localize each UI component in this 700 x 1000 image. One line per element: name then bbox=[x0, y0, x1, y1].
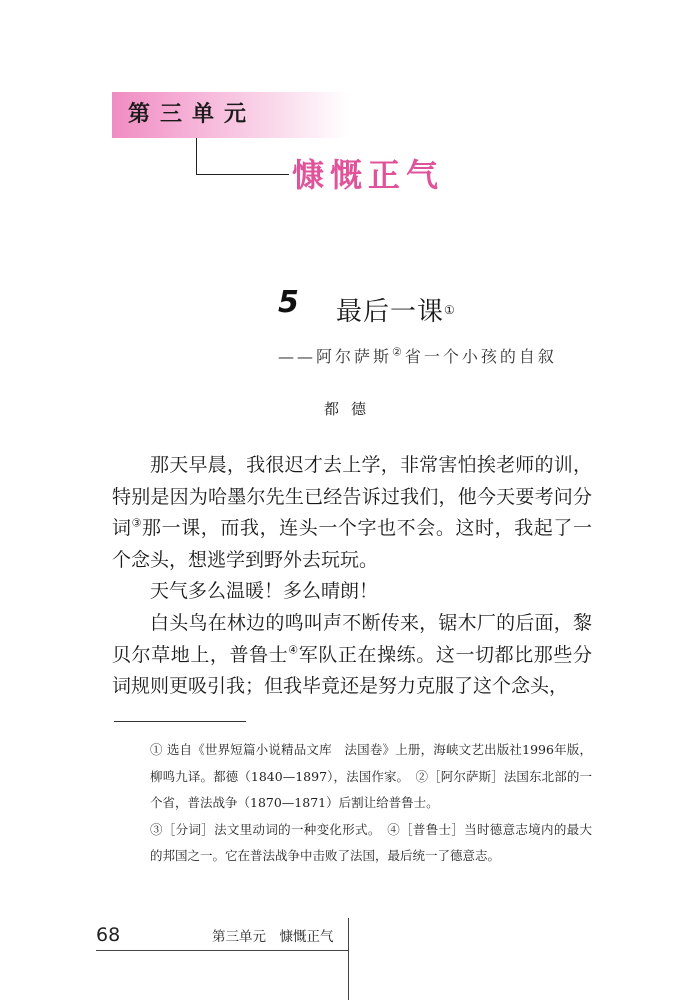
lesson-subtitle bbox=[278, 344, 557, 367]
paragraph bbox=[112, 608, 592, 703]
page-number: 68 bbox=[96, 924, 121, 946]
subtitle-text-b: 省一个小孩的自叙 bbox=[404, 347, 557, 366]
footnotes bbox=[150, 737, 592, 870]
paragraph: 天气多么温暖！多么晴朗！ bbox=[150, 580, 379, 603]
footnote: ① 选自《世界短篇小说精品文库 法国卷》上册，海峡文艺出版社1996年版，柳鸣九译。都德（1840—1897），法国作家。 ②［阿尔萨斯］法国东北部的一个省，普法战争（1870—1871）后割让给普鲁士。 bbox=[150, 742, 592, 810]
author-name: 都德 bbox=[324, 400, 379, 418]
unit-label: 第三单元 bbox=[128, 102, 257, 127]
paragraph-text: 白头鸟在林边的鸣叫声不断传来，锯木厂的后面，黎贝尔草地上，普鲁士 bbox=[112, 611, 592, 666]
footnote-divider bbox=[114, 721, 246, 722]
body-text bbox=[112, 450, 592, 703]
running-head: 第三单元 慷慨正气 bbox=[212, 929, 334, 945]
footer-vertical-rule bbox=[348, 918, 349, 1000]
footnote-marker: ④ bbox=[288, 643, 299, 657]
subtitle-text-a: ——阿尔萨斯 bbox=[278, 347, 393, 366]
paragraph-text: 那一课，而我，连头一个字也不会。这时，我起了一个念头，想逃学到野外去玩玩。 bbox=[112, 517, 592, 571]
footnote-marker: ③ bbox=[131, 516, 143, 530]
paragraph-text: 军队正在操练。这一切都比那些分词规则更吸引我；但我毕竟还是努力克服了这个念头， bbox=[112, 643, 592, 698]
unit-title-connector bbox=[196, 138, 289, 175]
unit-title: 慷慨正气 bbox=[292, 156, 445, 194]
paragraph bbox=[112, 450, 592, 576]
lesson-number: 5 bbox=[278, 285, 299, 320]
lesson-title-text: 最后一课 bbox=[336, 297, 445, 327]
footnote-marker: ① bbox=[444, 303, 456, 317]
lesson-title bbox=[336, 291, 456, 328]
footnote: ③［分词］法文里动词的一种变化形式。 ④［普鲁士］当时德意志境内的最大的邦国之一。它在普法战争中击败了法国，最后统一了德意志。 bbox=[150, 821, 592, 863]
footnote-marker: ② bbox=[392, 345, 405, 359]
paragraph-text: 那天早晨，我很迟才去上学，非常害怕挨老师的训，特别是因为哈墨尔先生已经告诉过我们，他今天要考问分词 bbox=[112, 454, 592, 540]
footer-rule bbox=[96, 950, 349, 951]
